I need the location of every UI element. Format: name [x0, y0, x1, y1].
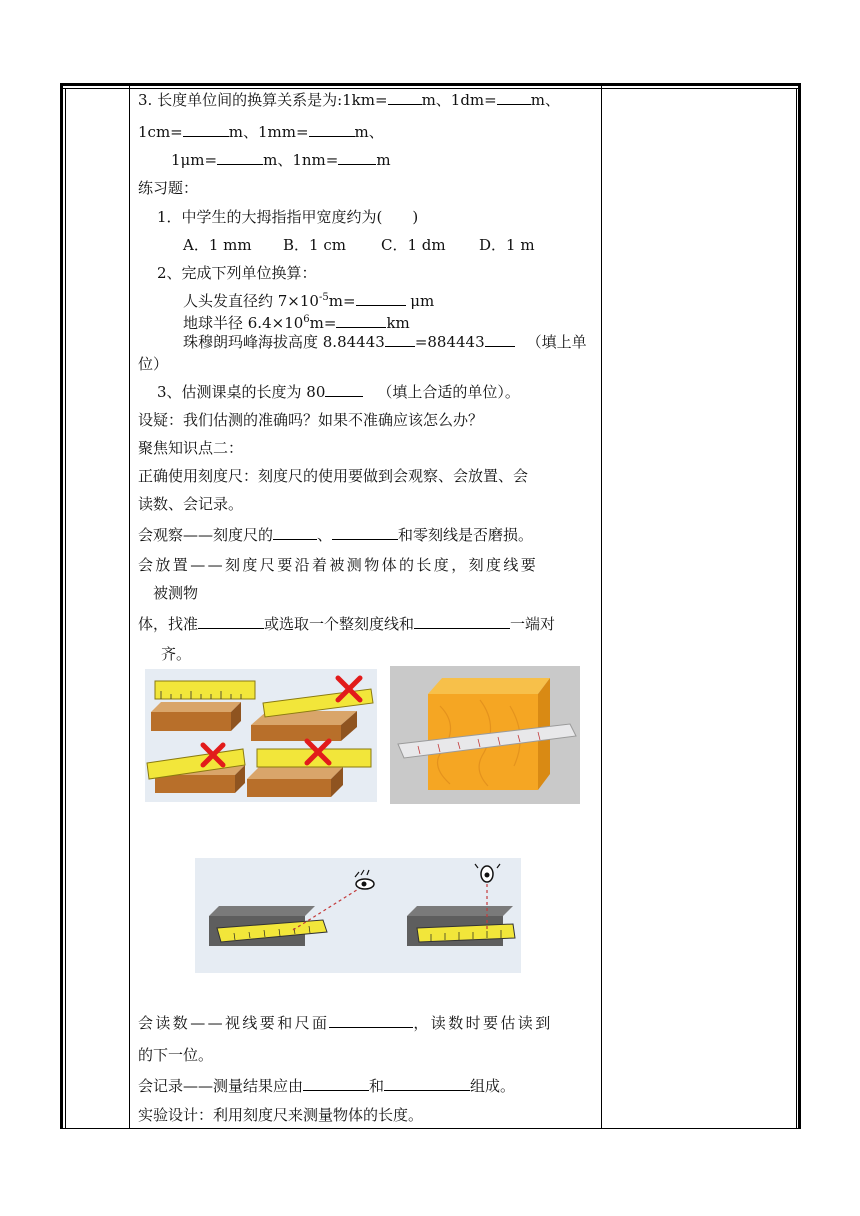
record-line: [138, 1076, 515, 1096]
text: 地球半径 6.4×10: [183, 314, 304, 332]
fill-blank[interactable]: [384, 1076, 470, 1091]
fill-blank[interactable]: [217, 150, 263, 165]
text: 会记录——测量结果应由: [138, 1077, 304, 1095]
question-2-item-1: [183, 288, 434, 311]
fill-blank[interactable]: [183, 122, 229, 137]
text: 1μm=: [171, 151, 218, 169]
text: 组成。: [470, 1077, 516, 1095]
exponent: -5: [318, 292, 329, 303]
text: m=: [309, 314, 337, 332]
question-2-item-3: [183, 332, 587, 352]
fill-blank[interactable]: [338, 150, 376, 165]
text: 3、估测课桌的长度为 80: [157, 383, 326, 401]
question-2: 2、完成下列单位换算：: [157, 264, 317, 282]
table-column-divider-left: [129, 83, 130, 1129]
text: m、1mm=: [228, 123, 309, 141]
reading-angle-figure: [195, 858, 521, 973]
fill-blank[interactable]: [497, 90, 531, 105]
doubt-line: 设疑：我们估测的准确吗？如果不准确应该怎么办？: [138, 411, 484, 429]
fill-blank[interactable]: [198, 614, 264, 629]
fill-blank[interactable]: [336, 313, 386, 328]
wood-block-figure: [390, 666, 580, 804]
text: 、: [317, 526, 333, 544]
fill-blank[interactable]: [485, 332, 515, 347]
text: m=: [328, 292, 356, 310]
read-line-2: 的下一位。: [138, 1046, 214, 1064]
option-d[interactable]: D．1 m: [479, 236, 535, 254]
table-inner-top: [63, 88, 799, 89]
text: 和: [369, 1077, 385, 1095]
text: 1cm=: [138, 123, 183, 141]
text: 会观察——刻度尺的: [138, 526, 274, 544]
conversion-line-2: [138, 122, 384, 142]
text: m、1dm=: [421, 91, 497, 109]
conversion-line-1: [138, 90, 560, 110]
text: 会读数——视线要和尺面: [138, 1014, 330, 1032]
text: m、1nm=: [263, 151, 339, 169]
fill-blank[interactable]: [273, 525, 317, 540]
text: m、: [530, 91, 560, 109]
place-line-3: [138, 614, 555, 634]
text: ，读数时要估读到: [413, 1014, 553, 1032]
fill-blank[interactable]: [414, 614, 510, 629]
fill-blank[interactable]: [332, 525, 398, 540]
question-1: 1．中学生的大拇指指甲宽度约为( ): [157, 208, 419, 226]
place-line-2: 被测物: [153, 584, 199, 602]
place-line-1: 会放置——刻度尺要沿着被测物体的长度，刻度线要: [138, 556, 539, 574]
table-column-divider-right: [601, 83, 602, 1129]
text: （填上合适的单位）。: [377, 383, 520, 401]
text: 一端对: [510, 615, 556, 633]
question-3: [157, 382, 520, 402]
option-c[interactable]: C．1 dm: [381, 236, 446, 254]
focus-point-2: 聚焦知识点二：: [138, 439, 244, 457]
fill-blank[interactable]: [325, 382, 363, 397]
place-line-4: 齐。: [161, 645, 192, 663]
exercise-title: 练习题：: [138, 179, 199, 197]
conversion-line-3: [171, 150, 391, 170]
fill-blank[interactable]: [356, 291, 406, 306]
option-b[interactable]: B．1 cm: [283, 236, 346, 254]
fill-blank[interactable]: [385, 332, 415, 347]
experiment-design: 实验设计：利用刻度尺来测量物体的长度。: [138, 1106, 424, 1124]
fill-blank[interactable]: [329, 1013, 413, 1028]
option-a[interactable]: A．1 mm: [183, 236, 252, 254]
text: 珠穆朗玛峰海拔高度 8.84443: [183, 333, 385, 351]
ruler-usage-1: 正确使用刻度尺：刻度尺的使用要做到会观察、会放置、会: [138, 467, 529, 485]
question-2-item-2: [183, 310, 410, 333]
text: 或选取一个整刻度线和: [264, 615, 415, 633]
text: μm: [405, 292, 435, 310]
text: 人头发直径约 7×10: [183, 292, 319, 310]
text: （填上单: [526, 333, 587, 351]
text: =884443: [414, 333, 485, 351]
text: 3. 长度单位间的换算关系是为:1km=: [138, 91, 388, 109]
text: 体，找准: [138, 615, 199, 633]
text: m: [376, 151, 391, 169]
question-1-options: [183, 235, 535, 255]
text: km: [386, 314, 410, 332]
ruler-placement-figure: [145, 669, 377, 802]
ruler-usage-2: 读数、会记录。: [138, 495, 244, 513]
exponent: 6: [303, 314, 310, 325]
read-line-1: [138, 1013, 553, 1033]
text: m、: [354, 123, 384, 141]
observe-line: [138, 525, 533, 545]
text: 和零刻线是否磨损。: [398, 526, 534, 544]
fill-blank[interactable]: [309, 122, 355, 137]
table-inner-right: [796, 88, 797, 1129]
fill-blank[interactable]: [303, 1076, 369, 1091]
question-2-item-3-cont: 位）: [138, 355, 169, 373]
table-inner-left: [65, 88, 66, 1129]
fill-blank[interactable]: [388, 90, 422, 105]
